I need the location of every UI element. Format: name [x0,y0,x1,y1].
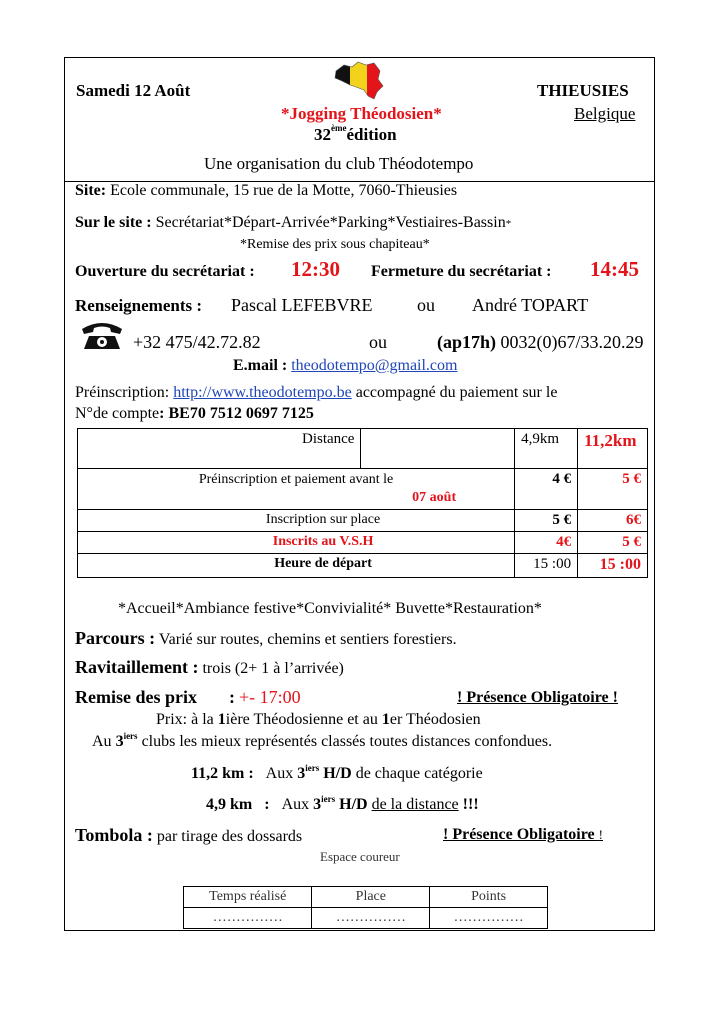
contact-phone-2-line [437,333,644,351]
table-row [78,510,648,532]
price-long: 6€ [578,510,648,532]
price-short: 4€ [515,532,578,554]
site-line [75,183,457,199]
start-long: 15 :00 [578,554,648,578]
secretariat-open-time: 12:30 [291,257,340,281]
email-link[interactable]: theodotempo@gmail.com [291,357,458,374]
edition-sup: ème [331,123,347,133]
contact-phone-2: 0032(0)67/33.20.29 [500,332,644,352]
row-label: Inscrits au V.S.H [78,532,515,554]
event-town: THIEUSIES [537,81,629,100]
phone-2-prefix: (ap17h) [437,332,497,352]
preinscription-line [75,385,557,401]
header-points: Points [430,887,548,908]
price-long: 5 € [578,469,648,510]
price-short: 5 € [515,510,578,532]
runner-score-table [183,886,548,929]
account-label: N°de compte [75,405,160,422]
contact-phone-1: +32 475/42.72.82 [133,332,261,352]
email-label: E.mail : [233,357,288,374]
table-row [184,908,548,929]
event-name: *Jogging Théodosien* [281,104,442,123]
preinscription-label: Préinscription: [75,384,170,401]
edition-word: édition [346,125,397,144]
row-label-sub: 07 août [412,490,457,505]
prize-note: *Remise des prix sous chapiteau* [240,237,430,252]
remise-label: Remise des prix [75,687,197,707]
distance-short: 4,9km [515,429,578,469]
tombola-text: par tirage des dossards [156,828,303,845]
parcours-text: Varié sur routes, chemins et sentiers forestiers. [158,631,457,648]
edition-number: 32 [314,125,331,144]
site-label: Site: [75,182,107,199]
on-site-items: Secrétariat*Départ-Arrivée*Parking*Vestiaires-Bassin [155,214,506,231]
row-label: Préinscription et paiement avant le [198,472,394,487]
remise-prix-line: Prix: à la 1ière Théodosienne et au 1er Théodosien [156,711,481,728]
preinscription-url-link[interactable]: http://www.theodotempo.be [173,384,352,401]
remise-time: +- 17:00 [239,687,301,707]
preinscription-text: accompagné du paiement sur le [355,384,558,401]
distance-long: 11,2km [578,429,648,469]
parcours-label: Parcours : [75,628,156,648]
contact-or-2: ou [369,332,387,352]
secretariat-close-label: Fermeture du secrétariat : [371,263,552,280]
secretariat-open-label: Ouverture du secrétariat : [75,263,255,280]
header-time: Temps réalisé [184,887,312,908]
on-site-label: Sur le site : [75,214,152,231]
header-place: Place [312,887,430,908]
tombola-label: Tombola : [75,825,153,845]
on-site-star: * [505,218,512,230]
belgium-map-icon [330,59,386,103]
runner-space-title: Espace coureur [320,849,400,864]
remise-112-line: 11,2 km : Aux $3^{iers}$ H/D de chaque catégorie [191,763,483,782]
row-label: Inscription sur place [78,510,515,532]
tombola-line [75,826,302,845]
blank-place: …………… [312,908,430,929]
tombola-notice: ! Présence Obligatoire ! [443,826,603,843]
price-long: 5 € [578,532,648,554]
table-row [78,429,648,469]
site-address: Ecole communale, 15 rue de la Motte, 7060-Thieusies [110,182,458,199]
remise-colon: : [229,687,235,707]
telephone-icon [80,320,124,350]
ravitaillement-text: trois (2+ 1 à l’arrivée) [202,660,344,677]
contact-or-1: ou [417,295,435,315]
remise-notice: ! Présence Obligatoire ! [457,689,618,706]
organisation-line: Une organisation du club Théodotempo [204,154,474,173]
contact-label: Renseignements : [75,296,203,315]
secretariat-close-time: 14:45 [590,257,639,281]
parcours-line [75,629,457,648]
event-country: Belgique [574,104,636,123]
contact-person-2: André TOPART [472,295,589,315]
account-line [75,406,314,422]
table-row [78,554,648,578]
on-site-line [75,215,511,231]
blank-points: …………… [430,908,548,929]
price-short: 4 € [515,469,578,510]
remise-49-line: 4,9 km : Aux $3^{iers}$ H/D de la distance !!! [206,794,479,813]
remise-clubs-line: Au $3^{iers}$ clubs les mieux représentés classés toutes distances confondues. [92,731,553,750]
price-table [77,428,648,578]
edition [314,123,397,144]
table-row [78,469,648,510]
contact-person-1: Pascal LEFEBVRE [231,295,373,315]
ravitaillement-label: Ravitaillement : [75,657,199,677]
account-number: : BE70 7512 0697 7125 [159,405,314,422]
row-label: Distance [78,429,361,469]
blank-time: …………… [184,908,312,929]
table-row [184,887,548,908]
row-label: Heure de départ [78,554,515,578]
ambiance-line: *Accueil*Ambiance festive*Convivialité* Buvette*Restauration* [118,600,542,617]
event-date: Samedi 12 Août [76,81,191,100]
start-short: 15 :00 [515,554,578,578]
table-row [78,532,648,554]
ravitaillement-line [75,658,344,677]
email-line [233,358,457,374]
